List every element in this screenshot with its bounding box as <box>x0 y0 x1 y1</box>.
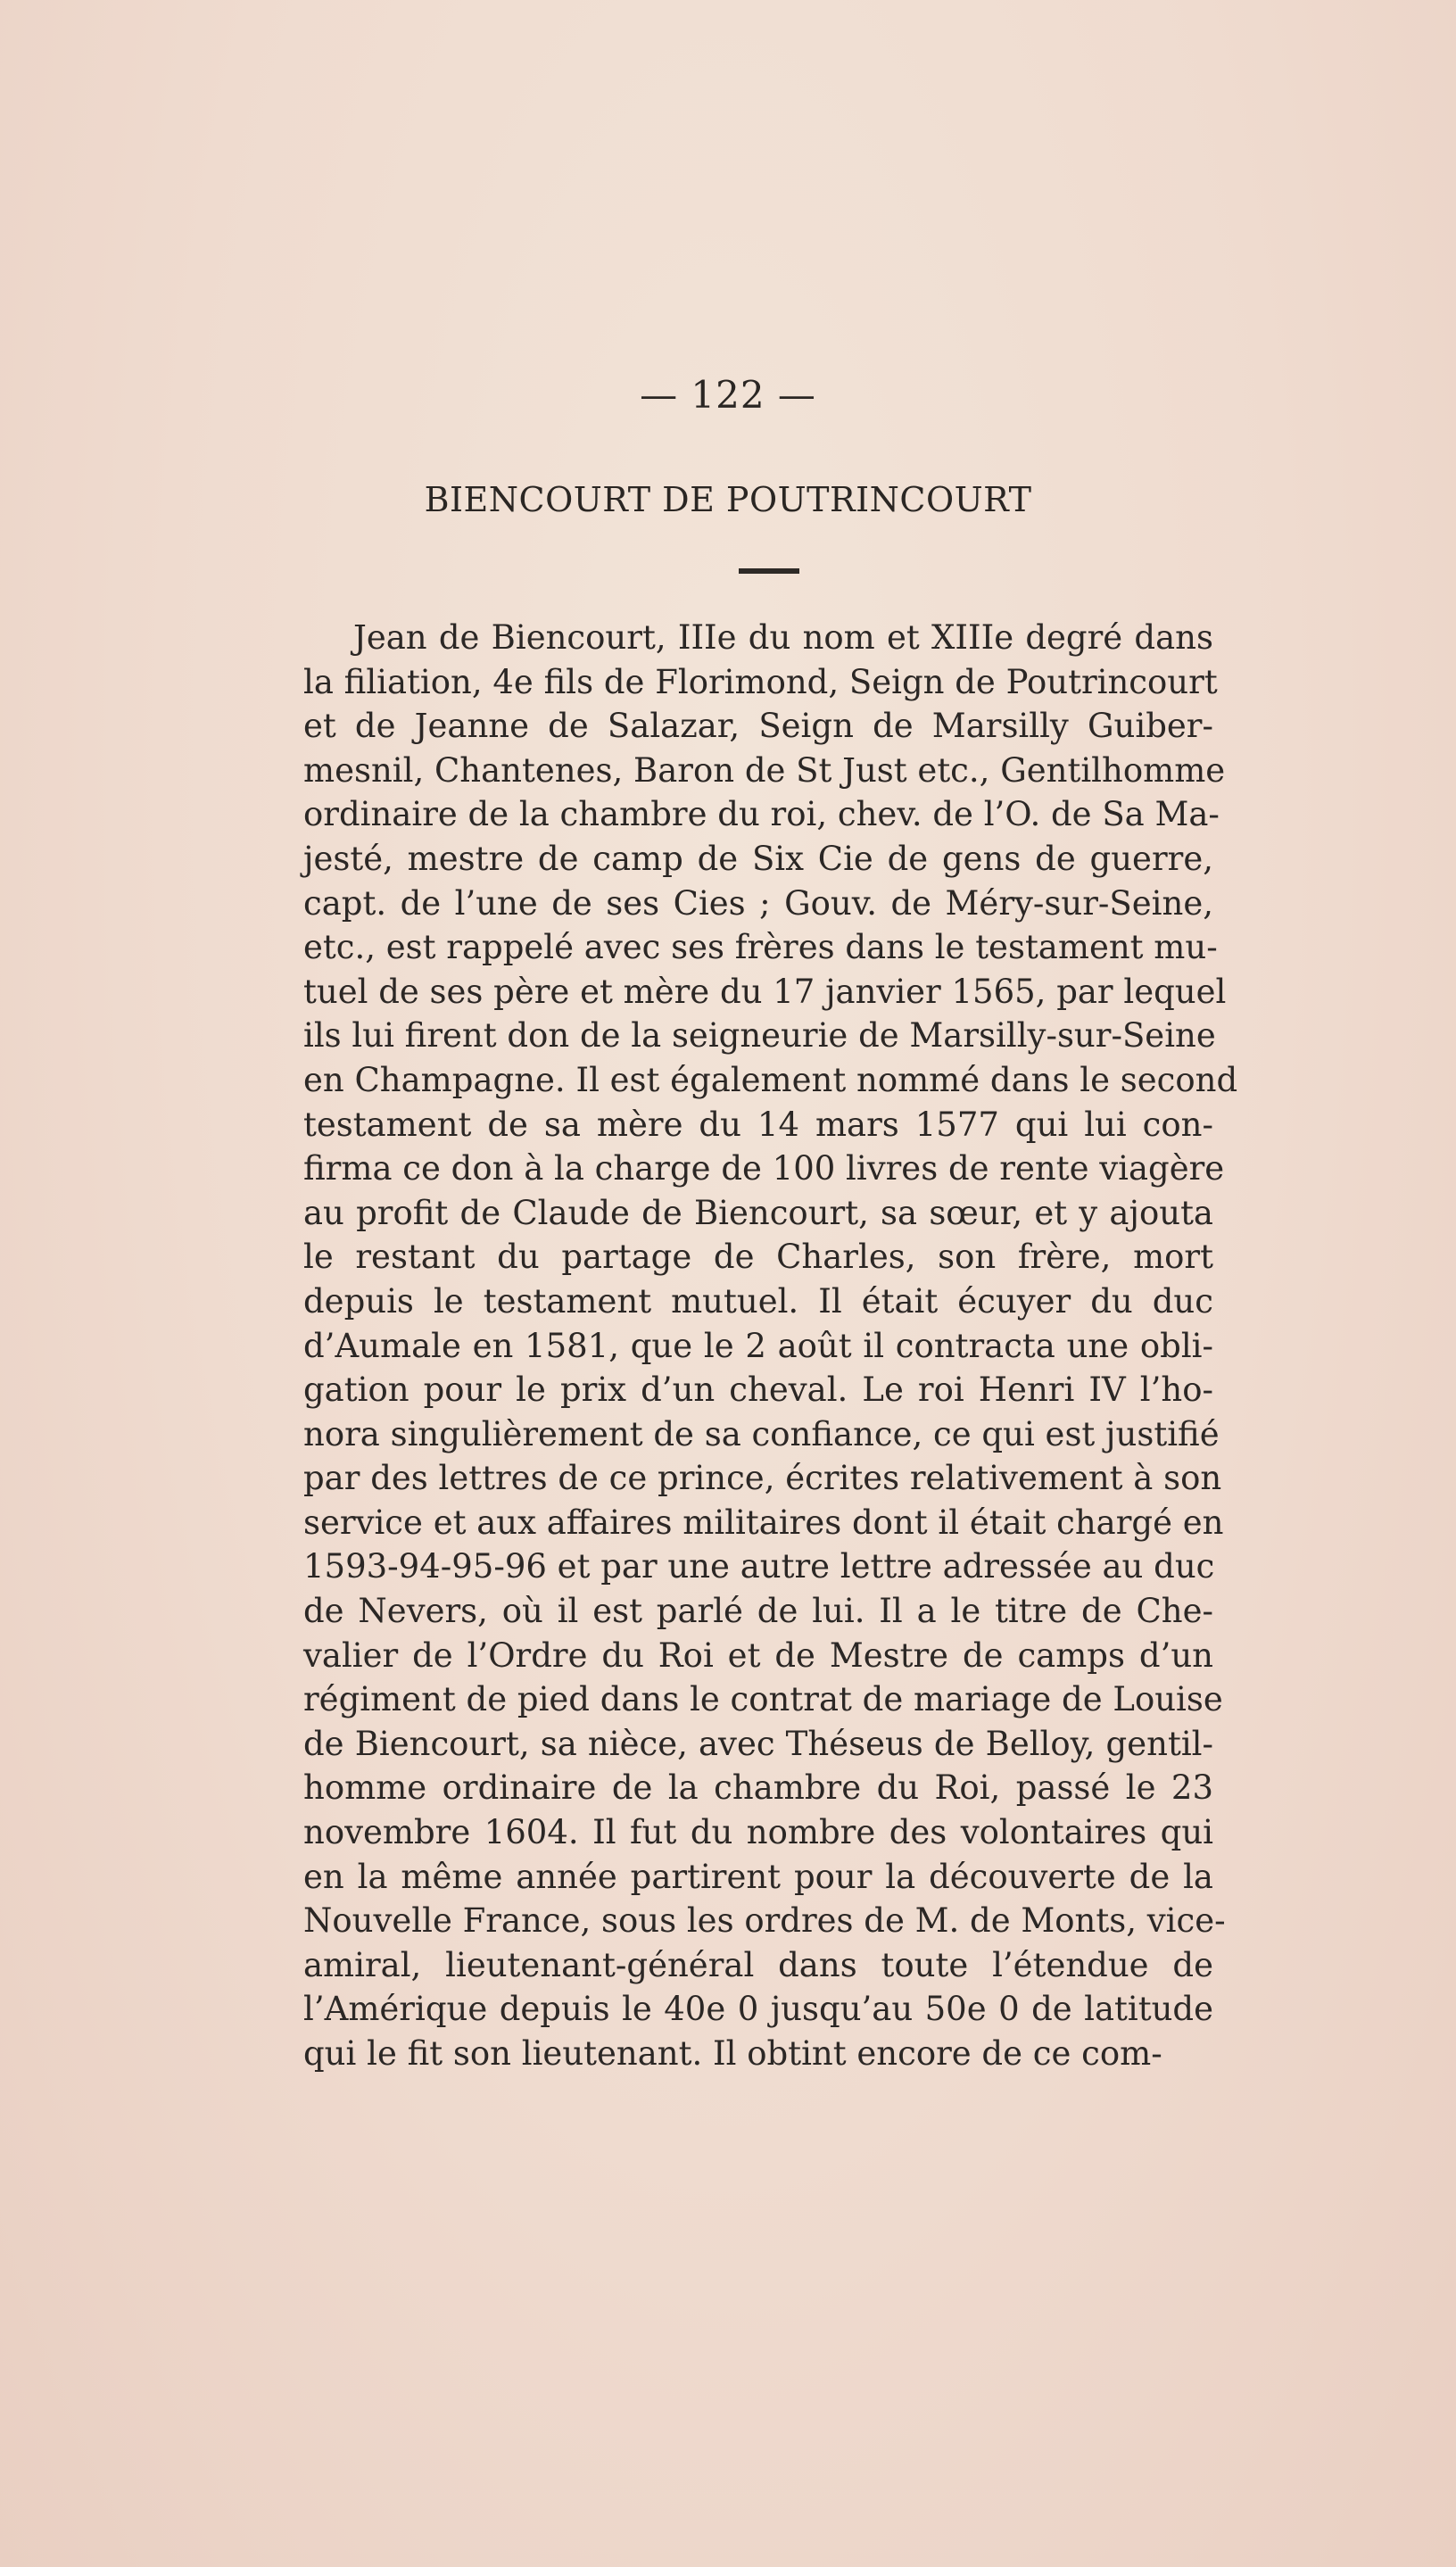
text-line: valier de l’Ordre du Roi et de Mestre de camps d’un <box>303 1635 1213 1675</box>
text-line: ordinaire de la chambre du roi, chev. de l’O. de Sa Ma- <box>303 795 1220 834</box>
text-line: jesté, mestre de camp de Six Cie de gens de guerre, <box>303 839 1213 878</box>
text-line: de Biencourt, sa nièce, avec Théseus de Belloy, gentil- <box>303 1724 1213 1763</box>
text-line: firma ce don à la charge de 100 livres de rente viagère <box>303 1149 1225 1188</box>
text-line: l’Amérique depuis le 40e 0 jusqu’au 50e 0 de latitude <box>303 1990 1213 2029</box>
body-paragraph <box>303 616 1238 2076</box>
text-line: en la même année partirent pour la découverte de la <box>303 1857 1213 1896</box>
page-number: — 122 — <box>640 373 816 417</box>
text-line: et de Jeanne de Salazar, Seign de Marsilly Guiber- <box>303 707 1213 746</box>
text-line: etc., est rappelé avec ses frères dans le testament mu- <box>303 928 1218 967</box>
text-line: par des lettres de ce prince, écrites relativement à son <box>303 1459 1222 1498</box>
text-line: au profit de Claude de Biencourt, sa sœur, et y ajouta <box>303 1193 1213 1232</box>
text-line: qui le fit son lieutenant. Il obtint encore de ce com- <box>303 2034 1162 2073</box>
text-line: le restant du partage de Charles, son frère, mort <box>303 1238 1213 1277</box>
text-line: ils lui firent don de la seigneurie de Marsilly-sur-Seine <box>303 1016 1216 1056</box>
text-line: capt. de l’une de ses Cies ; Gouv. de Méry-sur-Seine, <box>303 883 1213 923</box>
text-line: novembre 1604. Il fut du nombre des volontaires qui <box>303 1813 1213 1852</box>
title-rule <box>739 568 799 574</box>
text-line: régiment de pied dans le contrat de mariage de Louise <box>303 1680 1223 1719</box>
text-line: service et aux affaires militaires dont il était chargé en <box>303 1503 1224 1542</box>
text-line: homme ordinaire de la chambre du Roi, passé le 23 <box>303 1768 1213 1808</box>
text-line: de Nevers, où il est parlé de lui. Il a le titre de Che- <box>303 1592 1213 1631</box>
text-line: amiral, lieutenant-général dans toute l’étendue de <box>303 1945 1213 1984</box>
text-line: nora singulièrement de sa confiance, ce qui est justifié <box>303 1414 1220 1453</box>
text-line: gation pour le prix d’un cheval. Le roi Henri IV l’ho- <box>303 1370 1213 1410</box>
text-line: la filiation, 4e fils de Florimond, Seign de Poutrincourt <box>303 662 1218 701</box>
text-line: en Champagne. Il est également nommé dans le second <box>303 1060 1238 1099</box>
text-line: Nouvelle France, sous les ordres de M. de Monts, vice- <box>303 1901 1226 1941</box>
chapter-title: BIENCOURT DE POUTRINCOURT <box>424 480 1032 519</box>
text-line: Jean de Biencourt, IIIe du nom et XIIIe degré dans <box>353 618 1213 657</box>
text-line: d’Aumale en 1581, que le 2 août il contracta une obli- <box>303 1326 1213 1365</box>
text-line: mesnil, Chantenes, Baron de St Just etc., Gentilhomme <box>303 750 1226 790</box>
text-line: testament de sa mère du 14 mars 1577 qui lui con- <box>303 1105 1213 1144</box>
text-line: 1593-94-95-96 et par une autre lettre adressée au duc <box>303 1547 1215 1586</box>
text-line: tuel de ses père et mère du 17 janvier 1565, par lequel <box>303 972 1227 1011</box>
text-line: depuis le testament mutuel. Il était écuyer du duc <box>303 1281 1213 1321</box>
